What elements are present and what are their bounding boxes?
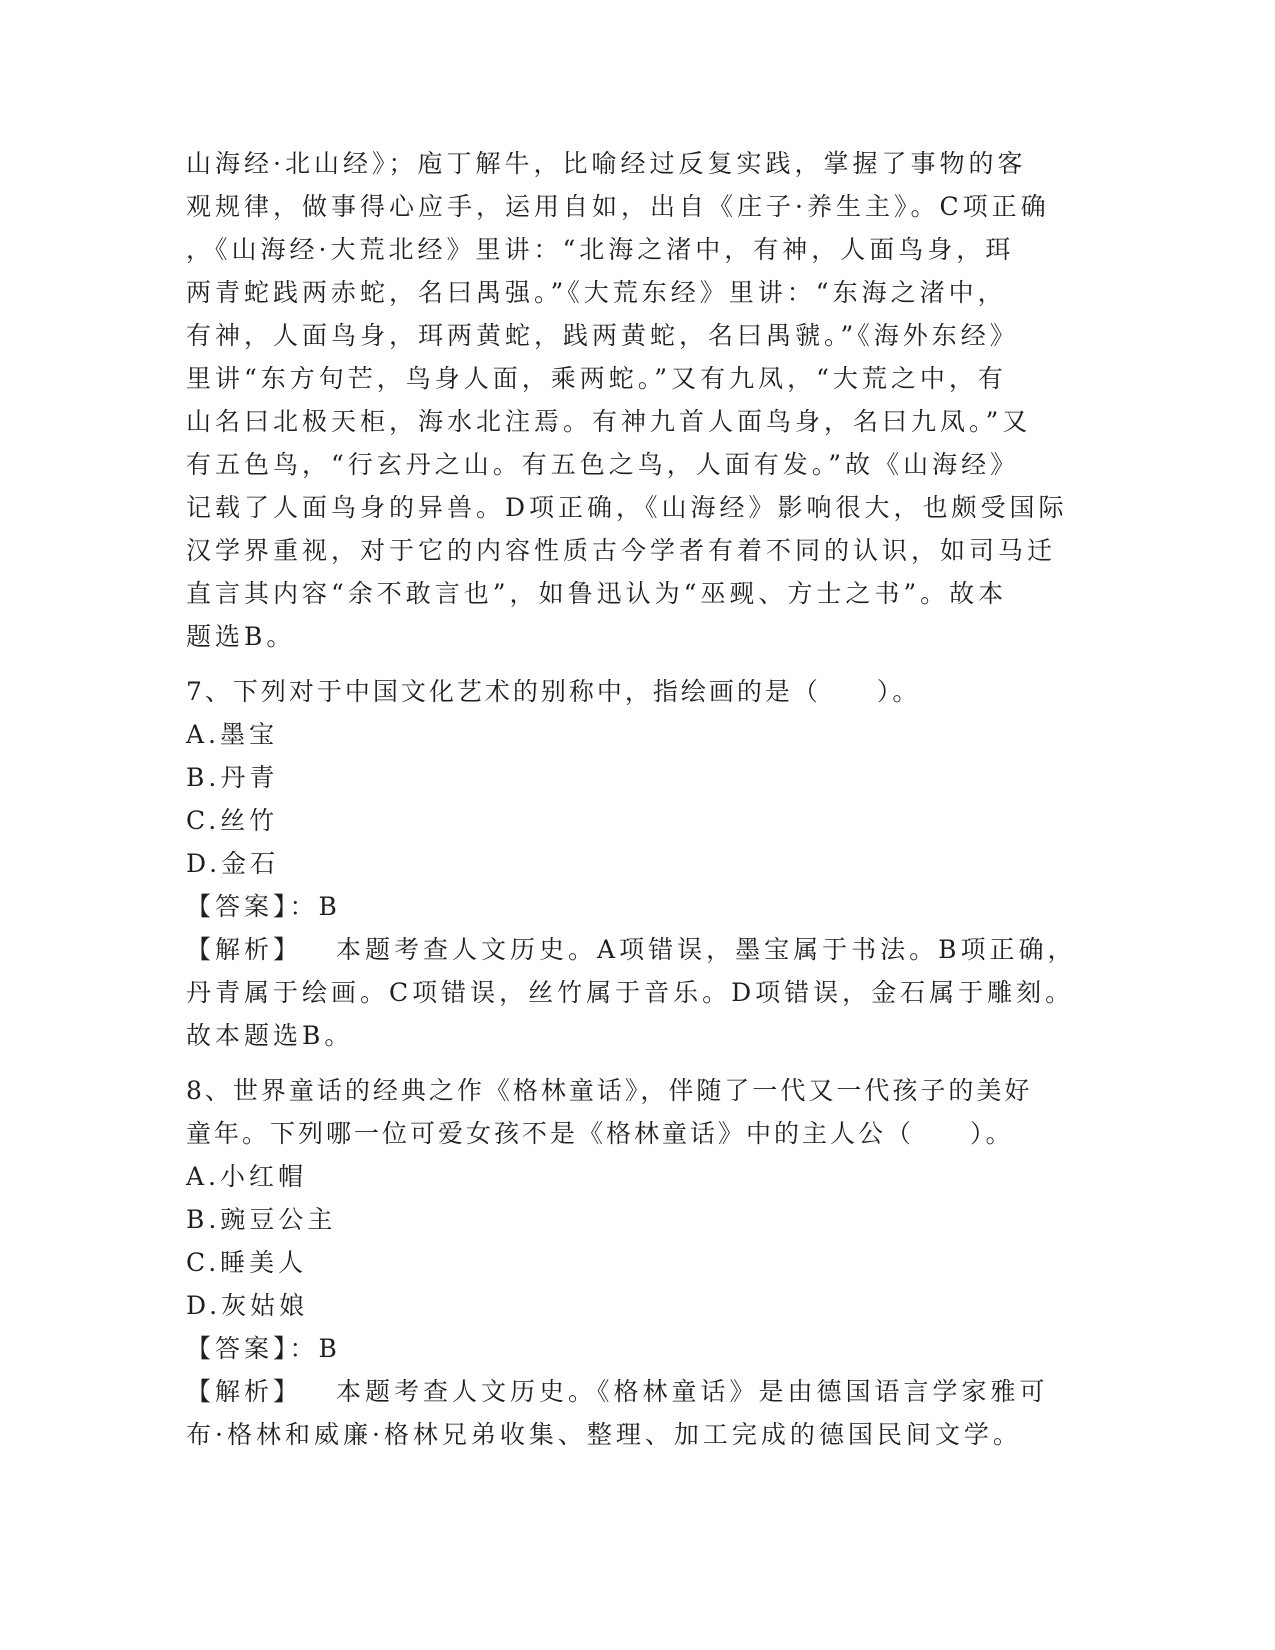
q8-option-c: C.睡美人 xyxy=(186,1248,308,1277)
paragraph-line: 山名曰北极天柜，海水北注焉。有神九首人面鸟身，名曰九凤。”又 xyxy=(186,407,1032,436)
section-gap xyxy=(186,1057,1086,1069)
q7-analysis xyxy=(186,928,1086,971)
analysis-line: 故本题选B。 xyxy=(186,1021,354,1050)
q8-option-d: D.灰姑娘 xyxy=(186,1291,309,1320)
answer-value: B xyxy=(318,892,341,921)
q8-option-b: B.豌豆公主 xyxy=(186,1205,337,1234)
paragraph-line: 有五色鸟，“行玄丹之山。有五色之鸟，人面有发。”故《山海经》 xyxy=(186,450,1020,479)
paragraph-line: 记载了人面鸟身的异兽。D项正确，《山海经》影响很大，也颇受国际 xyxy=(186,493,1068,522)
q7-option-d: D.金石 xyxy=(186,849,280,878)
document-content xyxy=(186,142,1086,1456)
q7-answer xyxy=(186,885,1086,928)
analysis-label: 【解析】 xyxy=(186,935,303,964)
q8-option-a: A.小红帽 xyxy=(186,1162,308,1191)
section-gap xyxy=(186,658,1086,670)
q7-option-b: B.丹青 xyxy=(186,763,279,792)
question-7: 7、下列对于中国文化艺术的别称中，指绘画的是（ ）。 xyxy=(186,677,921,706)
question-8-line: 8、世界童话的经典之作《格林童话》，伴随了一代又一代孩子的美好 xyxy=(186,1076,1033,1105)
q7-option-a: A.墨宝 xyxy=(186,720,279,749)
answer-label: 【答案】： xyxy=(186,892,319,921)
answer-value: B xyxy=(318,1334,341,1363)
q8-analysis xyxy=(186,1370,1086,1413)
paragraph-line: 题选B。 xyxy=(186,622,296,651)
analysis-text: 本题考查人文历史。A项错误，墨宝属于书法。B项正确， xyxy=(336,935,1077,964)
q8-answer xyxy=(186,1327,1086,1370)
paragraph-line: 观规律，做事得心应手，运用自如，出自《庄子·养生主》。C项正确 xyxy=(186,192,1050,221)
q7-option-c: C.丝竹 xyxy=(186,806,279,835)
analysis-line: 布·格林和威廉·格林兄弟收集、整理、加工完成的德国民间文学。 xyxy=(186,1420,1022,1449)
analysis-line: 丹青属于绘画。C项错误，丝竹属于音乐。D项错误，金石属于雕刻。 xyxy=(186,978,1075,1007)
question-8-line: 童年。下列哪一位可爱女孩不是《格林童话》中的主人公（ ）。 xyxy=(186,1119,1014,1148)
analysis-text: 本题考查人文历史。《格林童话》是由德国语言学家雅可 xyxy=(336,1377,1049,1406)
paragraph-line: 汉学界重视，对于它的内容性质古今学者有着不同的认识，如司马迁 xyxy=(186,536,1057,565)
paragraph-line: 直言其内容“余不敢言也”，如鲁迅认为“巫觋、方士之书”。故本 xyxy=(186,579,1008,608)
paragraph-line: 里讲“东方句芒，鸟身人面，乘两蛇。”又有九凤，“大荒之中，有 xyxy=(186,364,1007,393)
paragraph-line: ，《山海经·大荒北经》里讲：“北海之渚中，有神，人面鸟身，珥 xyxy=(186,235,1015,264)
paragraph-line: 山海经·北山经》；庖丁解牛，比喻经过反复实践，掌握了事物的客 xyxy=(186,149,1027,178)
answer-label: 【答案】： xyxy=(186,1334,319,1363)
paragraph-line: 两青蛇践两赤蛇，名曰禺强。”《大荒东经》里讲：“东海之渚中， xyxy=(186,278,1007,307)
analysis-label: 【解析】 xyxy=(186,1377,303,1406)
paragraph-line: 有神，人面鸟身，珥两黄蛇，践两黄蛇，名曰禺虢。”《海外东经》 xyxy=(186,321,1019,350)
